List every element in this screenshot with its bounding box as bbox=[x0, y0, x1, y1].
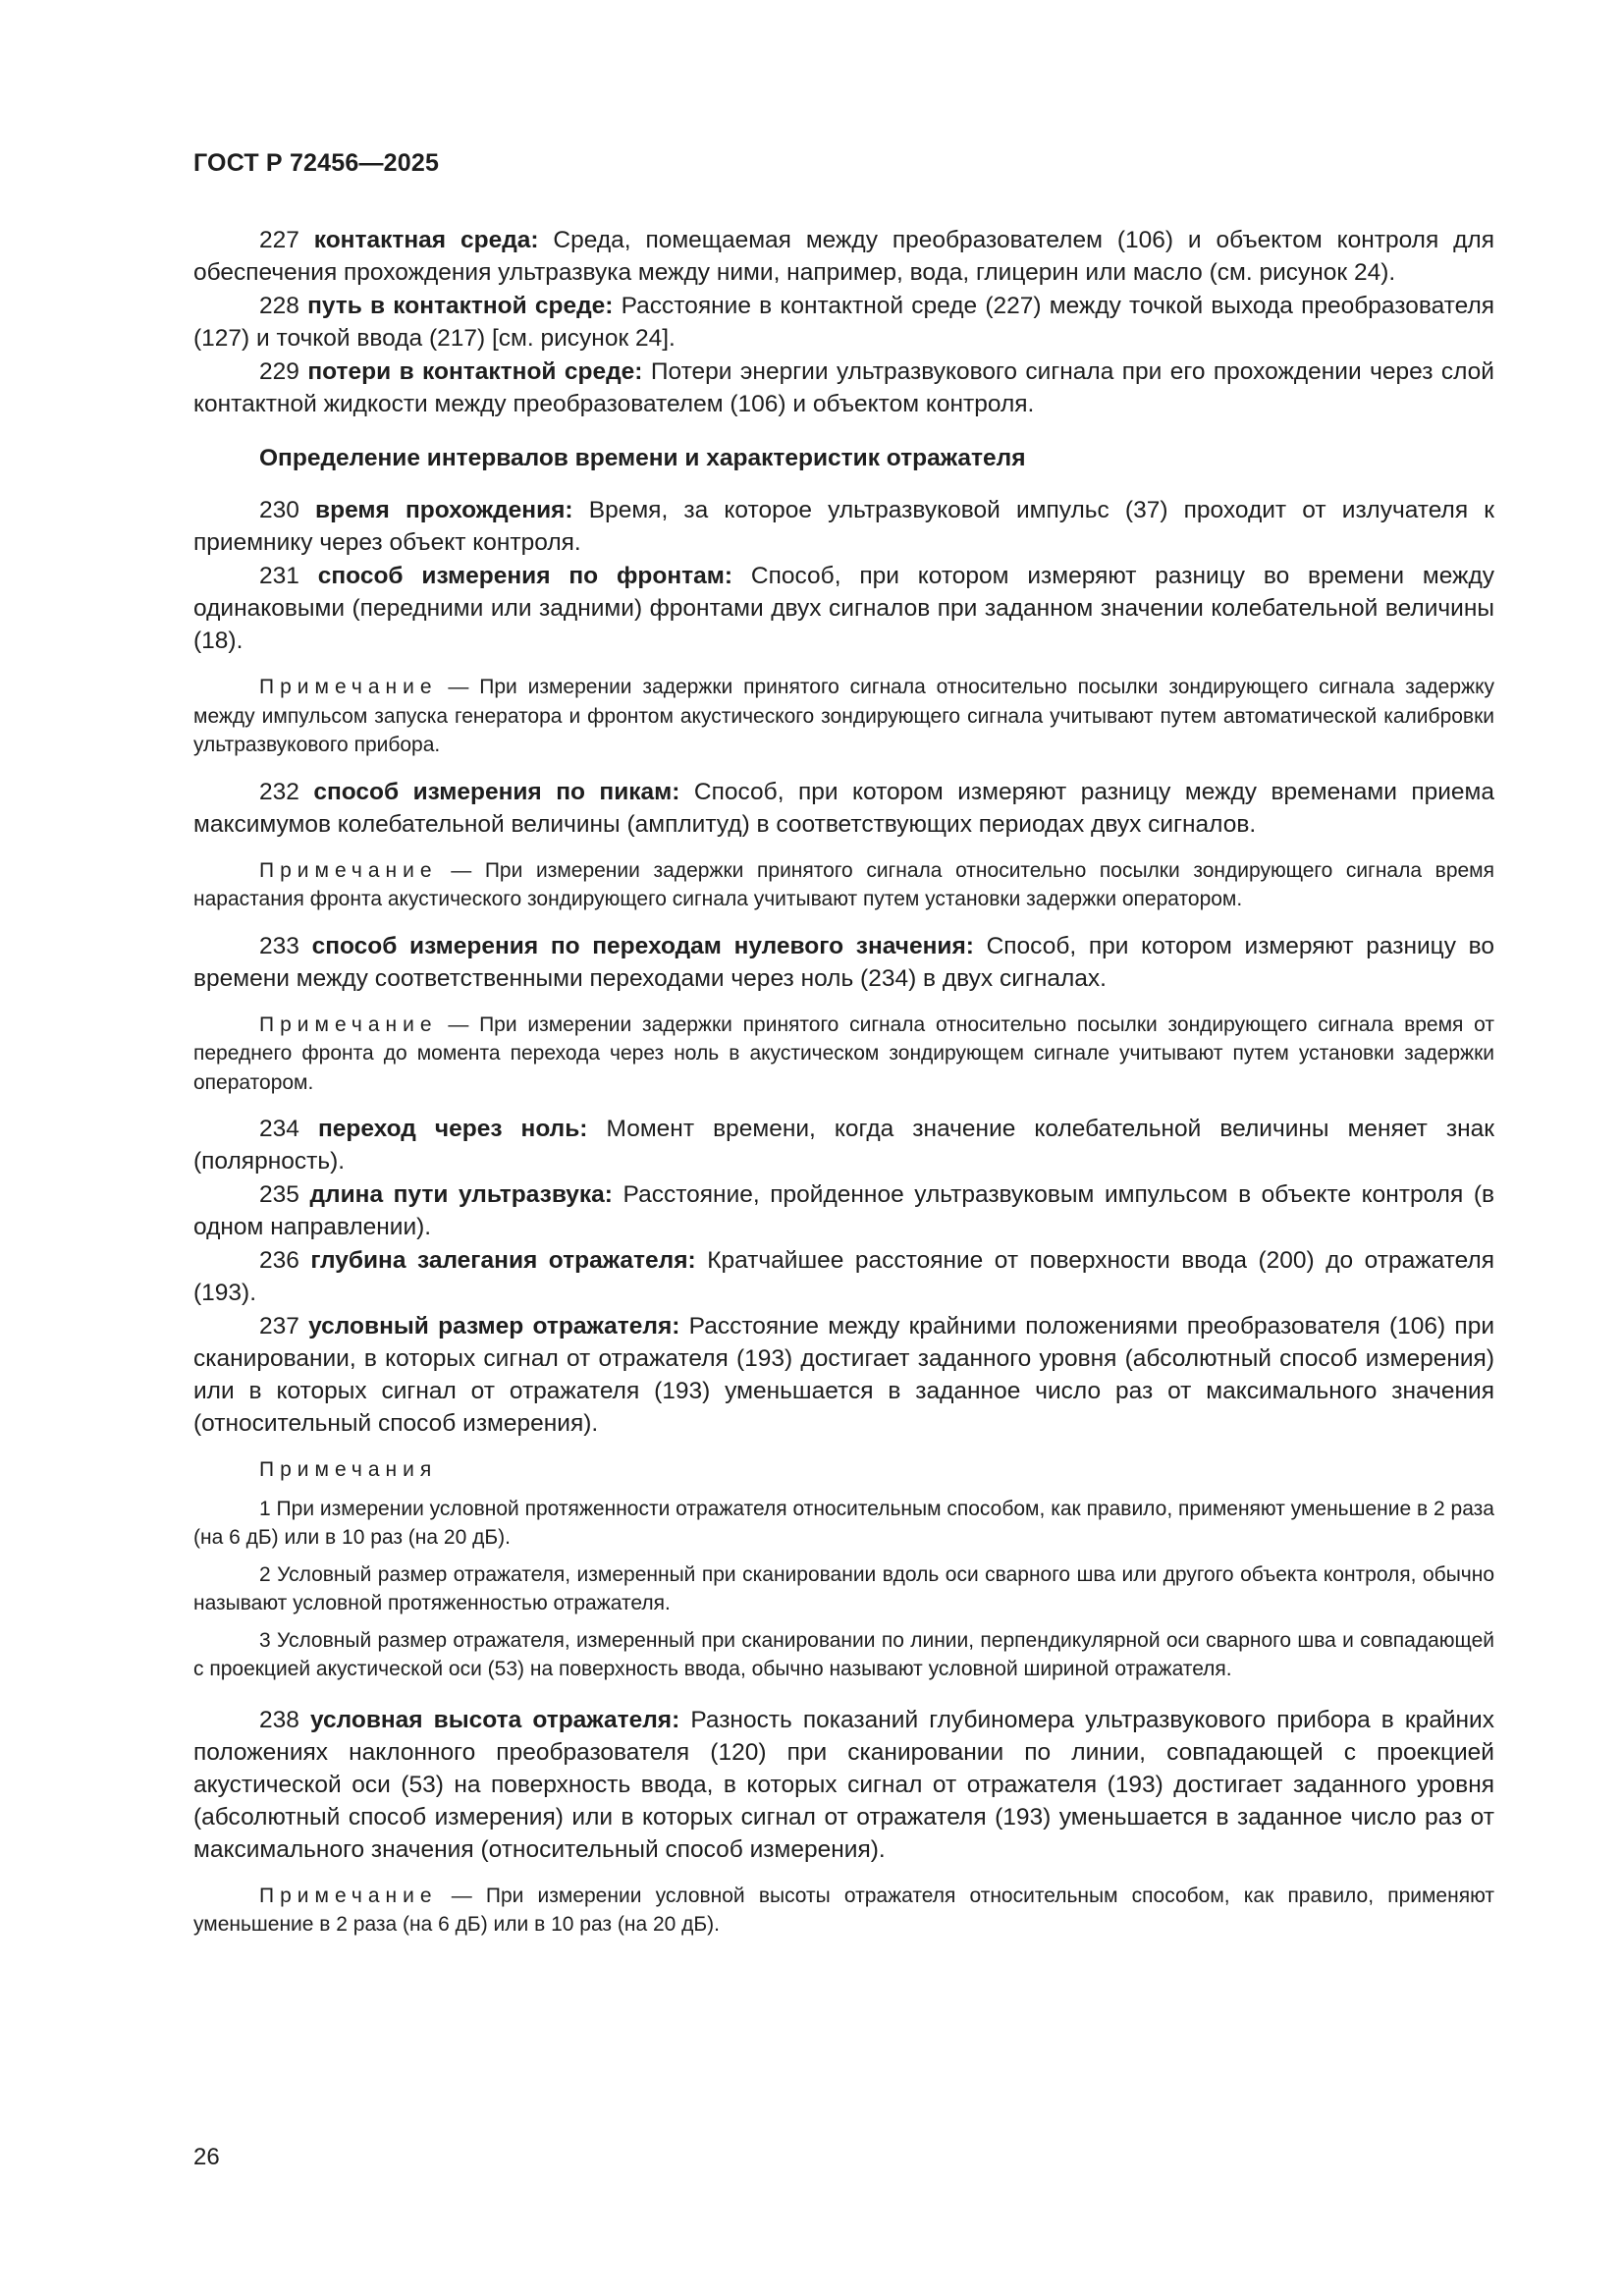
document-body bbox=[193, 224, 1494, 1955]
entry-definition: Расстояние, пройденное ультразвуковым импульсом в объекте контроля (в одном направлении). bbox=[193, 1181, 1494, 1240]
term-entry-228 bbox=[193, 290, 1494, 355]
note-232 bbox=[193, 856, 1494, 914]
entry-number: 232 bbox=[259, 778, 299, 805]
entry-term: потери в контактной среде: bbox=[307, 358, 643, 385]
entry-number: 236 bbox=[259, 1247, 299, 1274]
entry-definition: Момент времени, когда значение колебательной величины меняет знак (полярность). bbox=[193, 1116, 1495, 1175]
entry-term: способ измерения по пикам: bbox=[313, 778, 680, 805]
note-label: Примечание bbox=[259, 1012, 438, 1036]
entry-definition: Среда, помещаемая между преобразователем (106) и объектом контроля для обеспечения прохождения ультразвука между ними, например, вода, глицерин или масло (см. рисунок 24). bbox=[193, 227, 1494, 286]
note-text: — При измерении задержки принятого сигнала относительно посылки зондирующего сигнала время от переднего фронта до момента перехода через ноль в акустическом зондирующем сигнале учитывают путем установки задержки оператором. bbox=[193, 1012, 1494, 1094]
note-label: Примечание bbox=[259, 858, 438, 882]
note-233 bbox=[193, 1011, 1494, 1098]
page-number: 26 bbox=[193, 2144, 220, 2170]
term-entry-234 bbox=[193, 1113, 1494, 1177]
document-header: ГОСТ Р 72456—2025 bbox=[193, 149, 440, 177]
note-item-237-1: 1 При измерении условной протяженности отражателя относительным способом, как правило, применяют уменьшение в 2 раза (на 6 дБ) или в 10 раз (на 20 дБ). bbox=[193, 1497, 1494, 1549]
term-entry-237 bbox=[193, 1310, 1494, 1440]
entry-number: 235 bbox=[259, 1181, 299, 1208]
section-heading: Определение интервалов времени и характеристик отражателя bbox=[259, 445, 1026, 471]
note-text: — При измерении задержки принятого сигнала относительно посылки зондирующего сигнала время нарастания фронта акустического зондирующего сигнала учитывают путем установки задержки оператором. bbox=[193, 858, 1494, 910]
entry-number: 227 bbox=[259, 227, 299, 253]
entry-number: 231 bbox=[259, 563, 299, 589]
entry-number: 234 bbox=[259, 1116, 299, 1142]
entry-term: переход через ноль: bbox=[317, 1116, 588, 1142]
note-238 bbox=[193, 1882, 1494, 1940]
entry-number: 229 bbox=[259, 358, 299, 385]
entry-definition: Время, за которое ультразвуковой импульс (37) проходит от излучателя к приемнику через объект контроля. bbox=[193, 497, 1494, 556]
entry-number: 233 bbox=[259, 932, 299, 959]
term-entry-231 bbox=[193, 560, 1494, 657]
entry-term: глубина залегания отражателя: bbox=[310, 1247, 696, 1274]
notes-heading-237: Примечания bbox=[259, 1458, 438, 1481]
entry-number: 238 bbox=[259, 1706, 299, 1733]
note-label: Примечание bbox=[259, 1884, 438, 1907]
term-entry-238 bbox=[193, 1704, 1494, 1866]
entry-term: способ измерения по переходам нулевого значения: bbox=[311, 932, 974, 959]
entry-term: длина пути ультразвука: bbox=[309, 1181, 613, 1208]
term-entry-236 bbox=[193, 1244, 1494, 1309]
entry-definition: Потери энергии ультразвукового сигнала при его прохождении через слой контактной жидкости между преобразователем (106) и объектом контроля. bbox=[193, 358, 1494, 417]
entry-term: способ измерения по фронтам: bbox=[317, 563, 733, 589]
term-entry-235 bbox=[193, 1178, 1494, 1243]
entry-term: условный размер отражателя: bbox=[308, 1313, 680, 1339]
entry-number: 230 bbox=[259, 497, 299, 523]
entry-definition: Кратчайшее расстояние от поверхности ввода (200) до отражателя (193). bbox=[193, 1247, 1494, 1306]
entry-term: время прохождения: bbox=[315, 497, 573, 523]
entry-term: контактная среда: bbox=[313, 227, 539, 253]
entry-definition: Способ, при котором измеряют разницу во времени между одинаковыми (передними или задними) фронтами двух сигналов при заданном значении колебательной величины (18). bbox=[193, 563, 1494, 654]
entry-number: 237 bbox=[259, 1313, 299, 1339]
term-entry-227 bbox=[193, 224, 1494, 289]
entry-definition: Разность показаний глубиномера ультразвукового прибора в крайних положениях наклонного преобразователя (120) при сканировании по линии, совпадающей с проекцией акустической оси (53) на поверхность ввода, в которых сигнал от отражателя (193) достигает заданного уровня (абсолютный способ измерения) или в которых сигнал от отражателя (193) уменьшается в заданное число раз от максимального значения (относительный способ измерения). bbox=[193, 1706, 1494, 1863]
note-item-237-2: 2 Условный размер отражателя, измеренный при сканировании вдоль оси сварного шва или другого объекта контроля, обычно называют условной протяженностью отражателя. bbox=[193, 1562, 1494, 1614]
term-entry-232 bbox=[193, 776, 1494, 841]
term-entry-233 bbox=[193, 930, 1494, 995]
term-entry-230 bbox=[193, 494, 1494, 559]
note-text: — При измерении условной высоты отражателя относительным способом, как правило, применяют уменьшение в 2 раза (на 6 дБ) или в 10 раз (на 20 дБ). bbox=[193, 1884, 1494, 1936]
term-entry-229 bbox=[193, 355, 1494, 420]
entry-definition: Расстояние в контактной среде (227) между точкой выхода преобразователя (127) и точкой ввода (217) [см. рисунок 24]. bbox=[193, 293, 1495, 352]
note-text: — При измерении задержки принятого сигнала относительно посылки зондирующего сигнала задержку между импульсом запуска генератора и фронтом акустического зондирующего сигнала учитывают путем автоматической калибровки ультразвукового прибора. bbox=[193, 676, 1494, 756]
entry-definition: Способ, при котором измеряют разницу между временами приема максимумов колебательной величины (амплитуд) в соответствующих периодах двух сигналов. bbox=[193, 778, 1495, 838]
note-item-237-3: 3 Условный размер отражателя, измеренный при сканировании по линии, перпендикулярной оси сварного шва и совпадающей с проекцией акустической оси (53) на поверхность ввода, обычно называют условной шириной отражателя. bbox=[193, 1628, 1494, 1680]
note-231 bbox=[193, 673, 1494, 760]
entry-definition: Способ, при котором измеряют разницу во времени между соответственными переходами через ноль (234) в двух сигналах. bbox=[193, 932, 1494, 992]
entry-number: 228 bbox=[259, 293, 299, 319]
entry-term: путь в контактной среде: bbox=[307, 293, 614, 319]
note-label: Примечание bbox=[259, 676, 438, 698]
entry-definition: Расстояние между крайними положениями преобразователя (106) при сканировании, в которых сигнал от отражателя (193) достигает заданного уровня (абсолютный способ измерения) или в которых сигнал от отражателя (193) уменьшается в заданное число раз от максимального значения (относительный способ измерения). bbox=[193, 1313, 1494, 1437]
entry-term: условная высота отражателя: bbox=[309, 1706, 680, 1733]
